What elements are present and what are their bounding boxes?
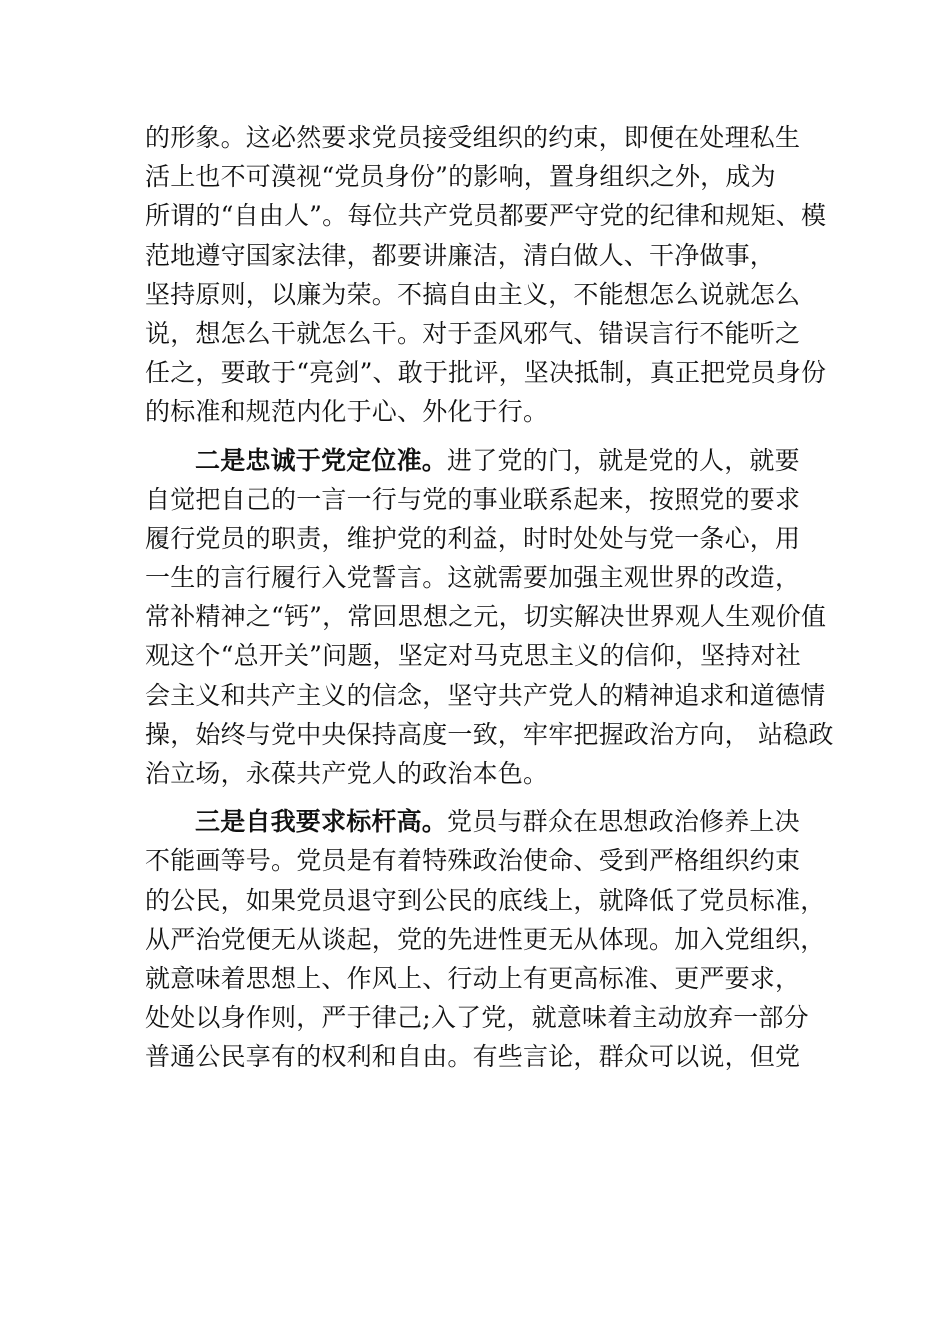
text-line: 的公民，如果党员退守到公民的底线上，就降低了党员标准， xyxy=(145,885,826,915)
text-line: 范地遵守国家法律，都要讲廉洁，清白做人、干净做事， xyxy=(145,240,776,270)
text-line: 就意味着思想上、作风上、行动上有更高标准、更严要求， xyxy=(145,963,801,993)
text-line: 常补精神之“钙”，常回思想之元，切实解决世界观人生观价值 xyxy=(145,602,827,632)
text-line: 的标准和规范内化于心、外化于行。 xyxy=(145,397,549,427)
text-line: 一生的言行履行入党誓言。这就需要加强主观世界的改造， xyxy=(145,563,801,593)
paragraph-spacer xyxy=(145,432,825,441)
text-line: 从严治党便无从谈起，党的先进性更无从体现。加入党组织， xyxy=(145,924,826,954)
text-line-first-rest: 进了党的门，就是党的人，就要 xyxy=(447,445,800,475)
paragraph-2 xyxy=(145,441,834,794)
section-heading-2: 二是忠诚于党定位准。 xyxy=(195,445,448,475)
text-line: 说，想怎么干就怎么干。对于歪风邪气、错误言行不能听之 xyxy=(145,318,801,348)
paragraph-1 xyxy=(145,118,825,432)
text-line: 操，始终与党中央保持高度一致，牢牢把握政治方向， 站稳政 xyxy=(145,719,834,749)
paragraph-3 xyxy=(145,802,825,1076)
text-line-first-rest: 党员与群众在思想政治修养上决 xyxy=(447,807,800,837)
text-line: 坚持原则，以廉为荣。不搞自由主义，不能想怎么说就怎么 xyxy=(145,279,801,309)
text-line: 处处以身作则，严于律己;入了党，就意味着主动放弃一部分 xyxy=(145,1003,809,1033)
text-line: 不能画等号。党员是有着特殊政治使命、受到严格组织约束 xyxy=(145,846,801,876)
text-line: 自觉把自己的一言一行与党的事业联系起来，按照党的要求 xyxy=(145,484,801,514)
text-line: 所谓的“自由人”。每位共产党员都要严守党的纪律和规矩、模 xyxy=(145,201,827,231)
paragraph-spacer xyxy=(145,793,825,802)
text-line: 的形象。这必然要求党员接受组织的约束，即便在处理私生 xyxy=(145,123,801,152)
text-line: 会主义和共产主义的信念，坚守共产党人的精神追求和道德情 xyxy=(145,680,826,710)
text-line: 履行党员的职责，维护党的利益，时时处处与党一条心，用 xyxy=(145,523,801,553)
document-page xyxy=(145,118,834,1077)
text-line: 治立场，永葆共产党人的政治本色。 xyxy=(145,759,549,788)
text-line: 观这个“总开关”问题，坚定对马克思主义的信仰，坚持对社 xyxy=(145,641,801,671)
text-line-first xyxy=(145,802,825,841)
text-line: 任之，要敢于“亮剑”、敢于批评，坚决抵制，真正把党员身份 xyxy=(145,358,827,388)
section-heading-3: 三是自我要求标杆高。 xyxy=(195,807,448,837)
text-line-first xyxy=(145,441,825,480)
text-line: 普通公民享有的权利和自由。有些言论，群众可以说，但党 xyxy=(145,1042,801,1072)
text-line: 活上也不可漠视“党员身份”的影响，置身组织之外，成为 xyxy=(145,162,776,192)
